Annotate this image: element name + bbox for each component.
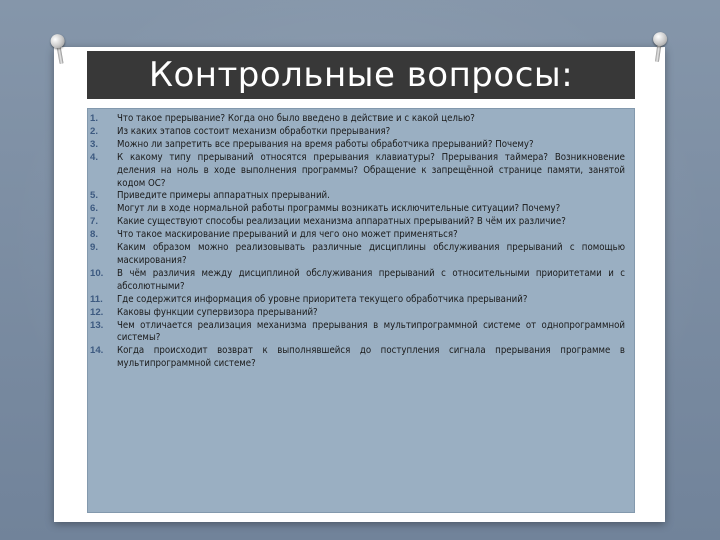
question-text: Что такое прерывание? Когда оно было введено в действие и с какой целью? [117,113,475,124]
question-number: 1. [90,113,99,124]
question-text: Каковы функции супервизора прерываний? [117,306,318,318]
question-item [88,216,633,229]
slide-title: Контрольные вопросы: [148,55,574,95]
question-text: Могут ли в ходе нормальной работы программы возникать исключительные ситуации? Почему? [117,203,561,215]
question-item [88,139,633,152]
question-number: 12. [90,306,104,318]
questions-panel [87,108,635,513]
question-number: 5. [90,190,99,202]
question-text: Какие существуют способы реализации механизма аппаратных прерываний? В чём их различие? [117,216,566,228]
question-text: К какому типу прерываний относятся прерывания клавиатуры? Прерывания таймера? Возникновение деления на ноль в ходе выполнения программы? Обращение к запрещённой странице памяти, занятой кодом ОС? [117,151,625,189]
question-number: 8. [90,229,99,241]
question-number: 9. [90,242,99,254]
question-item [88,113,633,126]
pushpin-icon [650,31,668,63]
question-number: 6. [90,203,99,215]
question-item [88,268,633,294]
question-number: 10. [90,267,104,279]
questions-list [88,113,633,371]
question-number: 14. [90,345,104,357]
question-item [88,203,633,216]
question-text: Можно ли запретить все прерывания на время работы обработчика прерываний? Почему? [117,138,534,150]
question-item [88,126,633,139]
question-item [88,242,633,268]
question-item [88,307,633,320]
question-item [88,152,633,191]
question-text: Каким образом можно реализовывать различные дисциплины обслуживания прерываний с помощью маскирования? [117,242,625,266]
question-number: 4. [90,151,99,163]
question-text: Где содержится информация об уровне приоритета текущего обработчика прерываний? [117,293,528,305]
question-text: Когда происходит возврат к выполнявшейся до поступления сигнала прерывания программе в мультипрограммной системе? [117,345,625,370]
question-text: Чем отличается реализация механизма прерывания в мультипрограммной системе от однопрограммной системы? [117,319,625,344]
title-bar [87,51,635,99]
question-text: В чём различия между дисциплиной обслуживания прерываний с относительными приоритетами и с абсолютными? [117,267,625,292]
question-item [88,229,633,242]
question-item [88,294,633,307]
pushpin-icon [50,33,69,65]
question-item [88,320,633,346]
question-text: Что такое маскирование прерываний и для чего оно может применяться? [117,229,458,241]
question-number: 2. [90,125,99,137]
question-number: 11. [90,293,103,305]
question-number: 7. [90,216,99,228]
question-number: 3. [90,138,99,150]
question-number: 13. [90,319,104,331]
question-text: Из каких этапов состоит механизм обработки прерывания? [117,125,391,137]
question-text: Приведите примеры аппаратных прерываний. [117,190,330,202]
question-item [88,345,633,371]
question-item [88,190,633,203]
